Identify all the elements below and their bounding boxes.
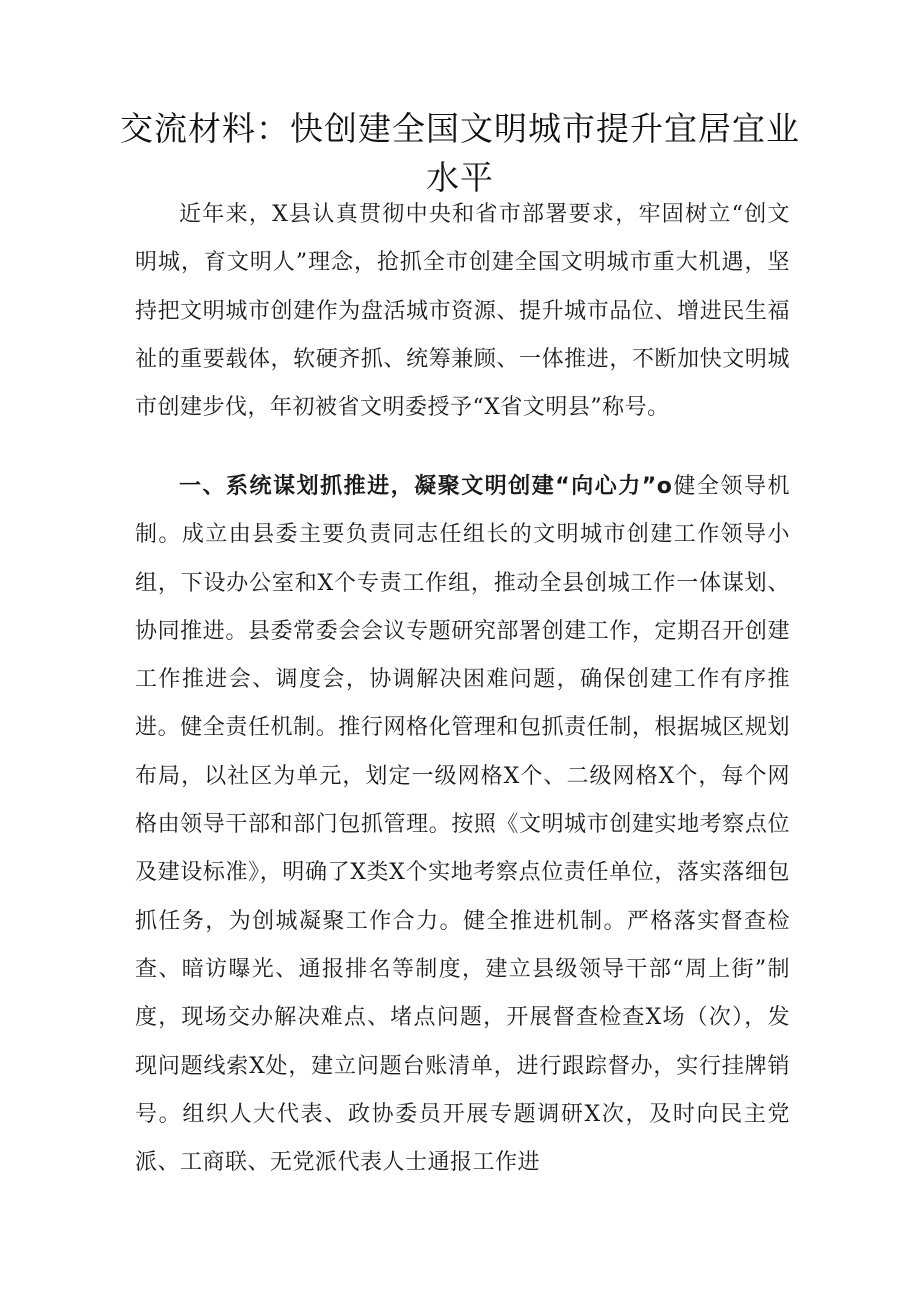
section-1-paragraph <box>135 463 790 1187</box>
section-1-heading: 一、系统谋划抓推进，凝聚文明创建“向心力”o <box>179 474 673 499</box>
document-title: 交流材料：快创建全国文明城市提升宜居宜业水平 <box>120 109 800 197</box>
intro-paragraph: 近年来，X县认真贯彻中央和省市部署要求，牢固树立“创文明城，育文明人”理念，抢抓全市创建全国文明城市重大机遇，坚持把文明城市创建作为盘活城市资源、提升城市品位、增进民生福祉的重要载体，软硬齐抓、统筹兼顾、一体推进，不断加快文明城市创建步伐，年初被省文明委授予“X省文明县”称号。 <box>135 202 790 421</box>
section-1-body: 健全领导机制。成立由县委主要负责同志任组长的文明城市创建工作领导小组，下设办公室和X个专责工作组，推动全县创城工作一体谋划、协同推进。县委常委会会议专题研究部署创建工作，定期召开创建工作推进会、调度会，协调解决困难问题，确保创建工作有序推进。健全责任机制。推行网格化管理和包抓责任制，根据城区规划布局，以社区为单元，划定一级网格X个、二级网格X个，每个网格由领导干部和部门包抓管理。按照《文明城市创建实地考察点位及建设标准》，明确了X类X个实地考察点位责任单位，落实落细包抓任务，为创城凝聚工作合力。健全推进机制。严格落实督查检查、暗访曝光、通报排名等制度，建立县级领导干部“周上街”制度，现场交办解决难点、堵点问题，开展督查检查X场（次），发现问题线索X处，建立问题台账清单，进行跟踪督办，实行挂牌销号。组织人大代表、政协委员开展专题调研X次，及时向民主党派、工商联、无党派代表人士通报工作进 <box>135 474 790 1176</box>
